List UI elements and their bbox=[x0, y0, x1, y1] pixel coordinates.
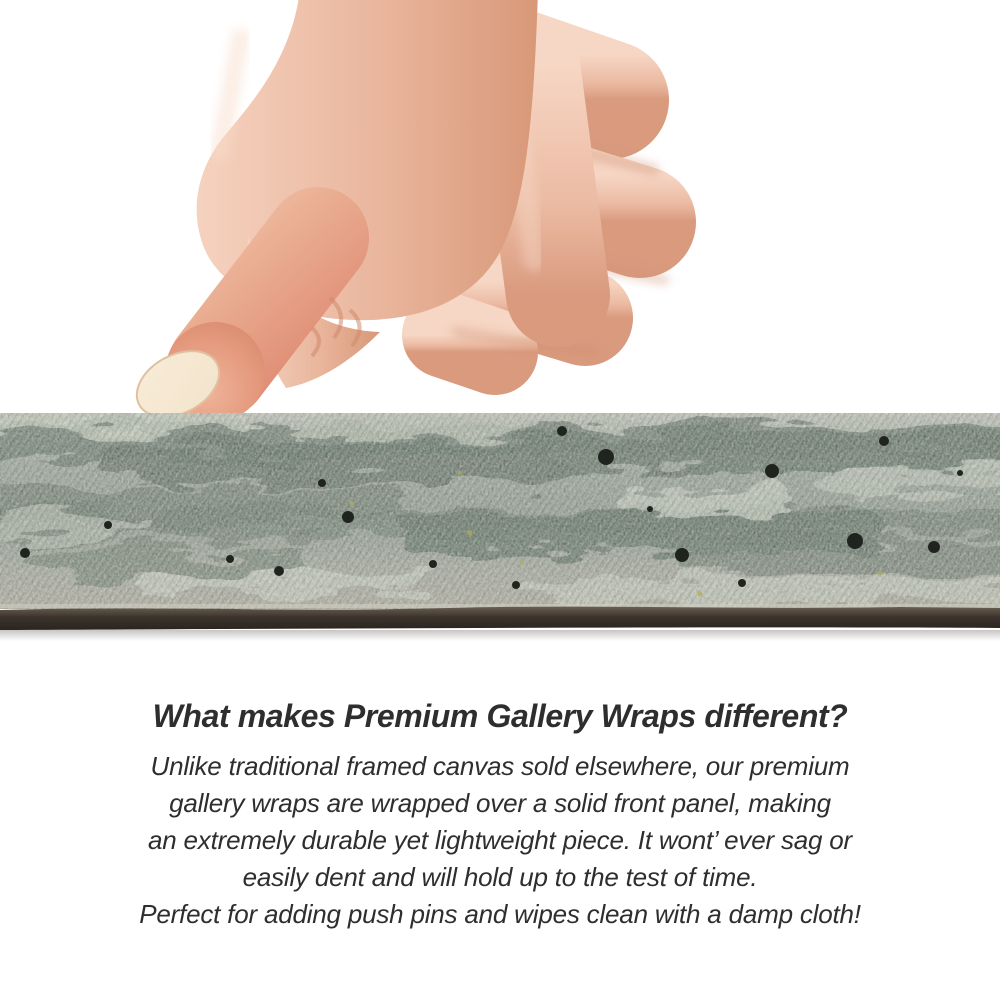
info-text bbox=[0, 698, 1000, 933]
headline: What makes Premium Gallery Wraps different? bbox=[152, 698, 848, 734]
info-line-5: Perfect for adding push pins and wipes clean with a damp cloth! bbox=[139, 899, 861, 929]
info-line-4: easily dent and will hold up to the test of time. bbox=[242, 862, 758, 892]
canvas-strip bbox=[0, 413, 1000, 630]
info-line-3: an extremely durable yet lightweight piece. It wont’ ever sag or bbox=[147, 825, 853, 855]
info-line-2: gallery wraps are wrapped over a solid front panel, making bbox=[169, 788, 831, 818]
canvas-weave bbox=[0, 413, 1000, 609]
info-line-1: Unlike traditional framed canvas sold elsewhere, our premium bbox=[150, 751, 850, 781]
canvas-drop-shadow bbox=[0, 630, 1000, 641]
panel-edge bbox=[0, 607, 1000, 630]
hand-photo bbox=[0, 0, 1000, 413]
